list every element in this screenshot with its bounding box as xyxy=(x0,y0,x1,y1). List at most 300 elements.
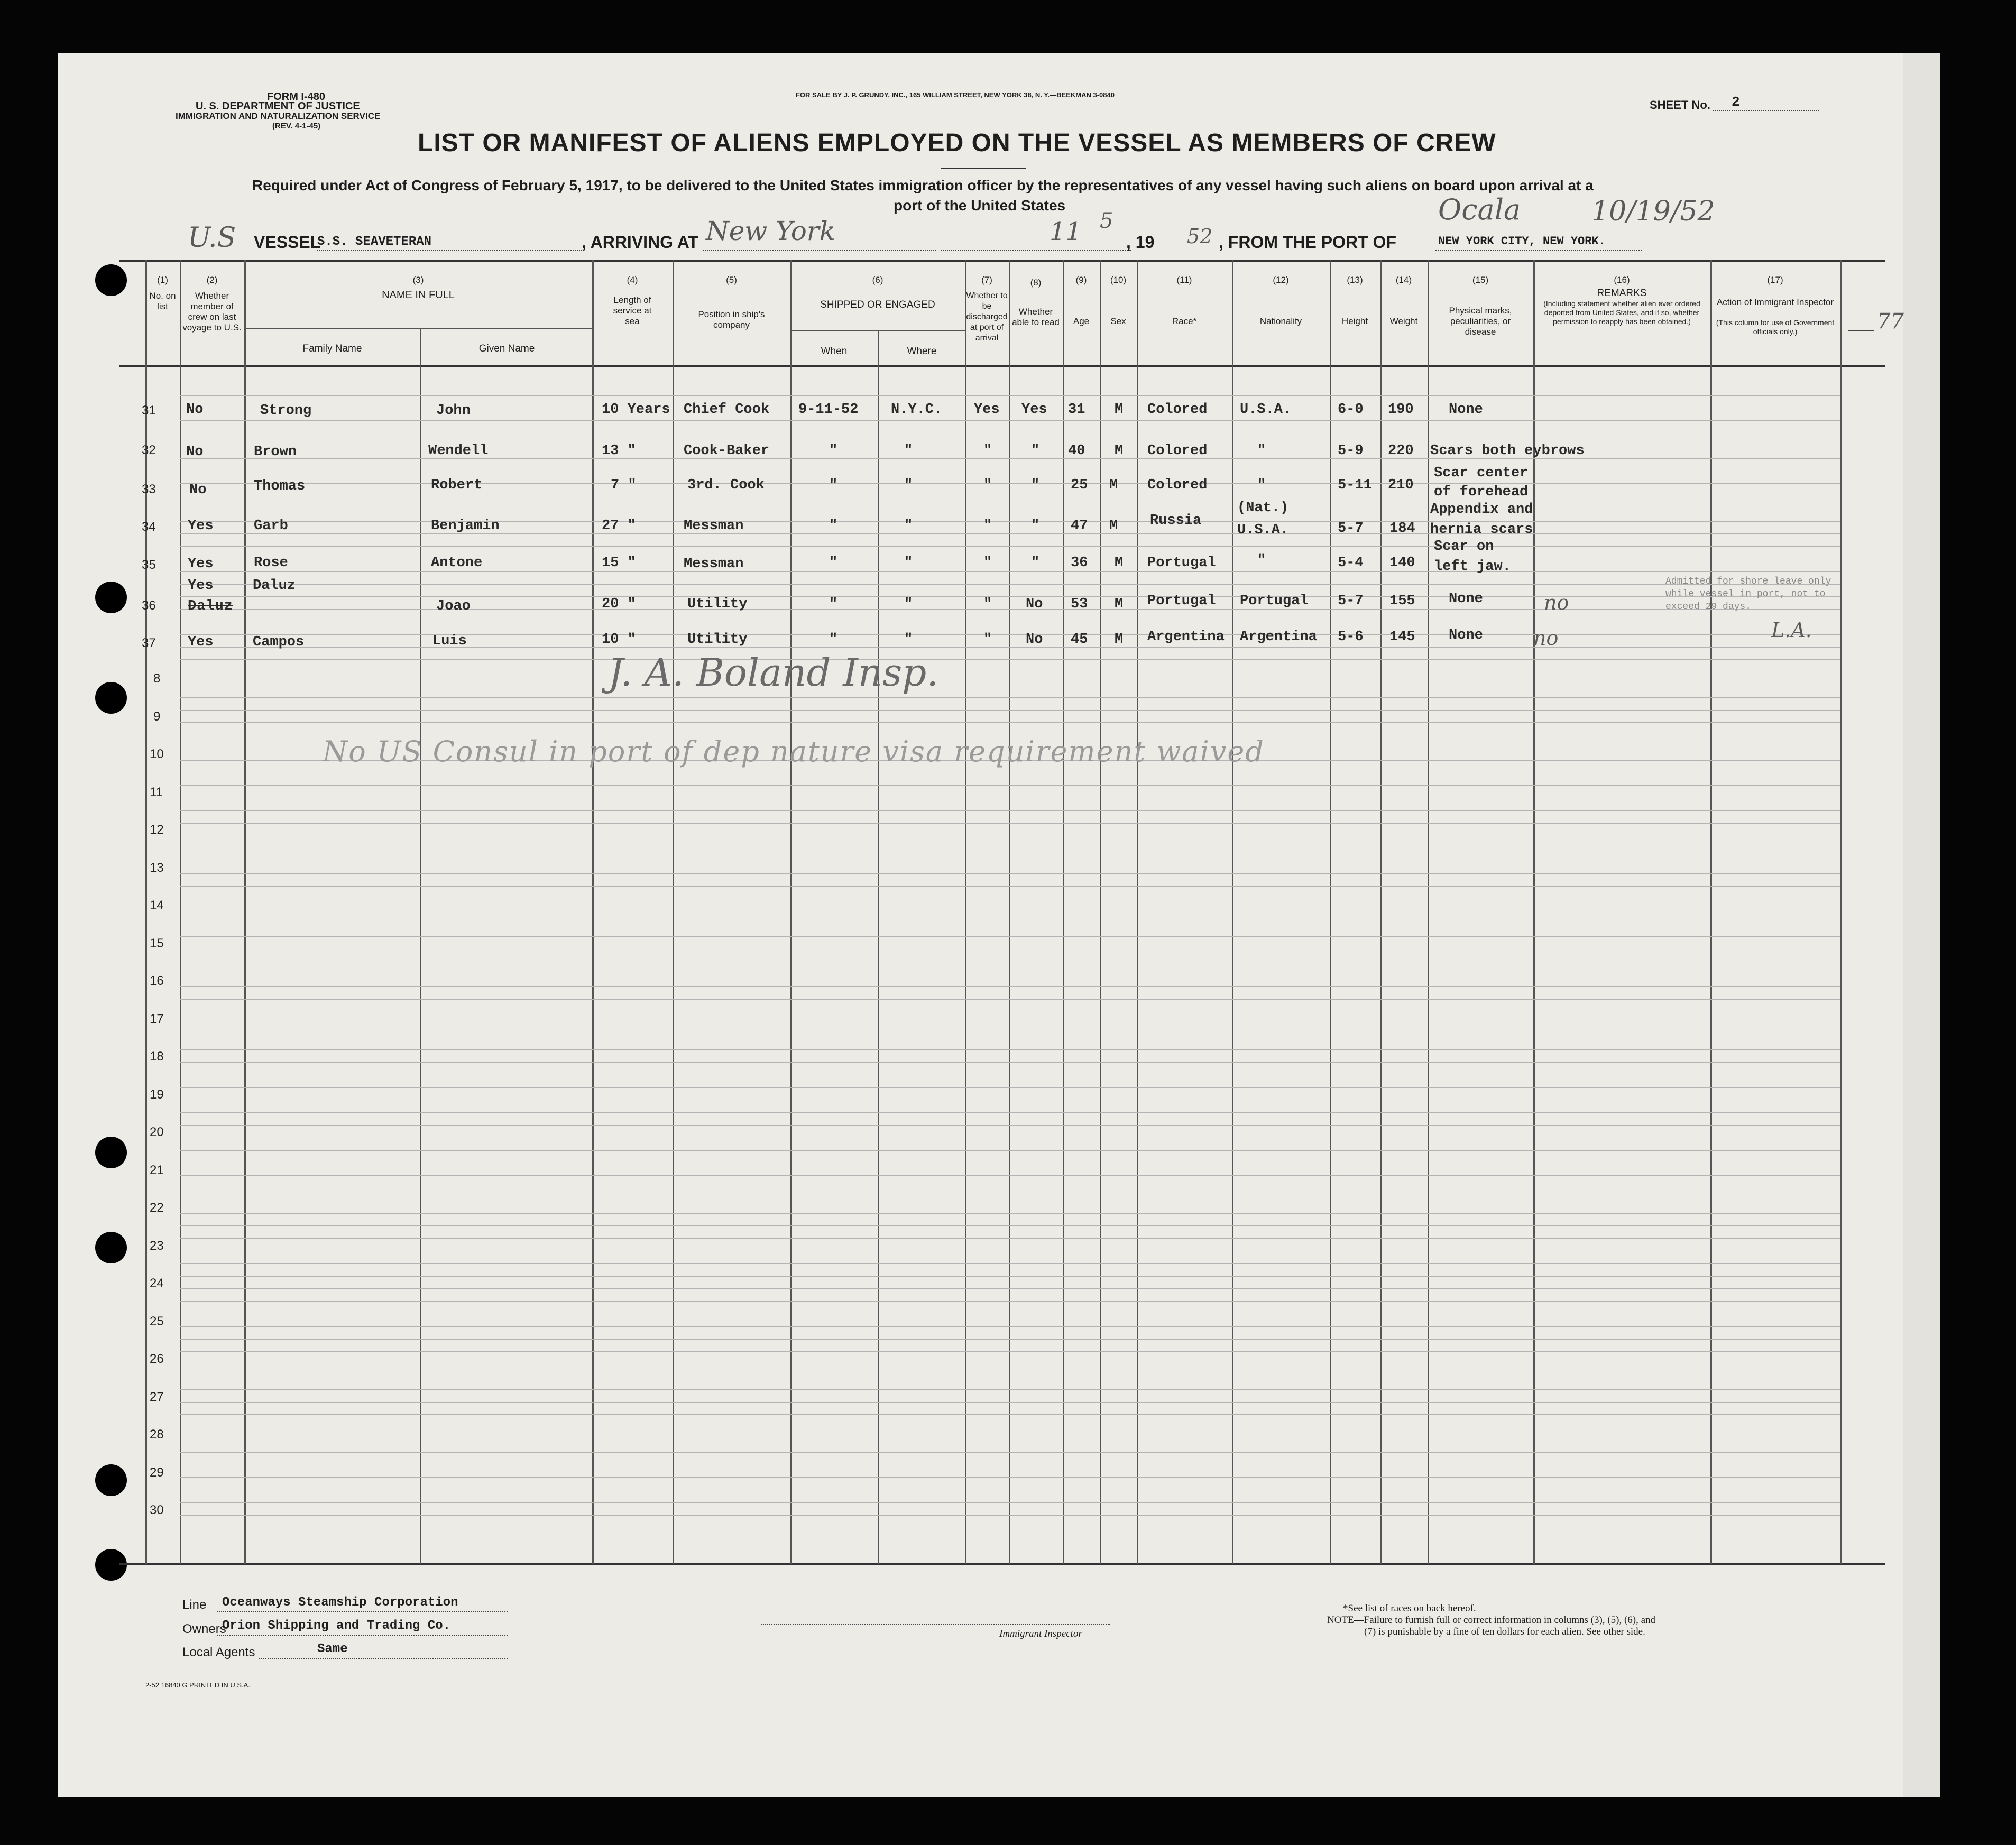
col-4-header: Length of service at sea xyxy=(613,295,652,326)
punch-hole xyxy=(95,1232,127,1263)
col-17-header: Action of Immigrant Inspector xyxy=(1716,297,1834,307)
row-number: 18 xyxy=(150,1049,164,1064)
cell-age: 25 xyxy=(1071,477,1088,493)
cell-read: " xyxy=(1031,443,1040,459)
ruled-line xyxy=(180,1125,1840,1126)
cell-where: " xyxy=(904,555,913,571)
form-number: FORM I-480 xyxy=(267,91,326,103)
ruled-line xyxy=(180,1213,1840,1214)
arriving-line xyxy=(703,250,936,251)
ruled-line xyxy=(180,659,1840,660)
column-divider xyxy=(965,260,966,1564)
cell-weight: 145 xyxy=(1389,629,1415,645)
cell-physical-marks: None xyxy=(1449,591,1483,607)
row-number: 37 xyxy=(142,636,156,650)
col-13-header: Height xyxy=(1341,316,1368,326)
action-initials: L.A. xyxy=(1771,619,1812,642)
cell-when: 9-11-52 xyxy=(798,402,859,418)
col-3-header: NAME IN FULL xyxy=(382,289,455,301)
cell-discharged: " xyxy=(983,518,992,534)
cell-discharged: Yes xyxy=(974,402,1000,418)
ruled-line xyxy=(180,596,1840,597)
cell-discharged: " xyxy=(983,477,992,493)
cell-sex: M xyxy=(1115,443,1124,459)
col-1-header: No. on list xyxy=(149,291,176,311)
col-8-number: (8) xyxy=(1030,278,1042,288)
arriving-label: , ARRIVING AT xyxy=(582,233,699,252)
row-number: 11 xyxy=(150,785,163,799)
cell-read: " xyxy=(1031,518,1040,534)
column-divider xyxy=(1840,260,1842,1564)
ruled-line xyxy=(180,999,1840,1000)
inspector-label: Immigrant Inspector xyxy=(999,1628,1082,1639)
col-14-number: (14) xyxy=(1395,275,1412,285)
cell-when: " xyxy=(829,596,838,612)
ruled-line xyxy=(180,609,1840,610)
row-number: 17 xyxy=(150,1012,164,1026)
cell-last-voyage: Yes xyxy=(188,578,214,594)
column-divider xyxy=(1137,260,1138,1564)
remark-handwritten: no xyxy=(1533,626,1559,650)
ruled-line xyxy=(180,571,1840,572)
ruled-line xyxy=(180,584,1840,585)
ruled-line xyxy=(180,1351,1840,1352)
cell-height: 5-4 xyxy=(1338,555,1364,571)
col-3-number: (3) xyxy=(412,275,424,285)
cell-sex: M xyxy=(1109,518,1118,534)
row-number: 30 xyxy=(150,1503,164,1517)
col-6b-header: Where xyxy=(907,346,937,357)
fine-note-2: (7) is punishable by a fine of ten dollars for each alien. See other side. xyxy=(1364,1626,1645,1637)
col-10-number: (10) xyxy=(1110,275,1127,285)
col-12-number: (12) xyxy=(1273,275,1289,285)
cell-nationality: (Nat.) U.S.A. xyxy=(1237,500,1289,538)
column-divider xyxy=(1009,260,1010,1564)
cell-age: 31 xyxy=(1068,402,1085,418)
us-handwritten-mark: U.S xyxy=(188,222,236,254)
cell-family-name: Strong xyxy=(260,403,312,419)
cell-physical-marks: None xyxy=(1449,628,1483,643)
column-divider xyxy=(180,260,181,1564)
row-number: 26 xyxy=(150,1352,164,1366)
col-7-number: (7) xyxy=(981,275,992,285)
handwritten-date: 10/19/52 xyxy=(1591,196,1715,227)
cell-race: Portugal xyxy=(1147,593,1216,609)
inspector-signature: J. A. Boland Insp. xyxy=(608,650,939,695)
cell-family-name: Garb xyxy=(254,518,288,534)
column-divider xyxy=(1380,260,1382,1564)
row-number: 21 xyxy=(150,1163,164,1177)
row-number: 14 xyxy=(150,898,164,912)
cell-read: " xyxy=(1031,477,1040,493)
ruled-line xyxy=(180,1087,1840,1088)
cell-discharged: " xyxy=(983,443,992,459)
cell-when: " xyxy=(829,518,838,534)
col-4-number: (4) xyxy=(627,275,638,285)
ruled-line xyxy=(180,823,1840,824)
cell-race: Colored xyxy=(1147,477,1208,493)
inspector-signature-line xyxy=(761,1624,1110,1625)
sheet-number-line xyxy=(1713,110,1819,111)
sheet-label: SHEET No. xyxy=(1650,98,1710,112)
ruled-line xyxy=(180,810,1840,811)
col-8-header: Whether able to read xyxy=(1012,307,1060,327)
print-code: 2-52 16840 G PRINTED IN U.S.A. xyxy=(145,1681,250,1689)
ruled-line xyxy=(180,1263,1840,1264)
cell-race: Portugal xyxy=(1147,555,1216,571)
ruled-line xyxy=(180,1402,1840,1403)
col-3b-header: Given Name xyxy=(478,343,535,354)
punch-hole xyxy=(95,582,127,613)
year-suffix: 52 xyxy=(1187,225,1213,248)
agents-value: Same xyxy=(317,1642,348,1656)
row-number: 19 xyxy=(150,1087,164,1102)
cell-age: 36 xyxy=(1071,555,1088,571)
col-5-header: Position in ship's company xyxy=(698,309,765,330)
cell-height: 5-6 xyxy=(1338,629,1364,645)
cell-age: 47 xyxy=(1071,518,1088,534)
row-number: 32 xyxy=(142,443,156,457)
action-stamp: Admitted for shore leave only while vessel in port, not to exceed 29 days. xyxy=(1665,576,1831,612)
department-label: U. S. DEPARTMENT OF JUSTICE xyxy=(196,100,360,112)
header-bottom-border xyxy=(119,365,1885,367)
cell-height: 5-9 xyxy=(1338,443,1364,459)
cell-position: Utility xyxy=(687,596,748,612)
arrival-day: 5 xyxy=(1100,209,1113,233)
cell-position: Chief Cook xyxy=(684,402,770,418)
table-top-border xyxy=(119,260,1885,262)
ruled-line xyxy=(180,1502,1840,1503)
column-divider xyxy=(1100,260,1101,1564)
ruled-line xyxy=(180,1238,1840,1239)
cell-age: 40 xyxy=(1068,443,1085,459)
fine-note-1: NOTE—Failure to furnish full or correct information in columns (3), (5), (6), and xyxy=(1327,1615,1656,1626)
col-7-header: Whether to be discharged at port of arrival xyxy=(966,291,1008,343)
cell-where: " xyxy=(904,632,913,648)
cell-where: N.Y.C. xyxy=(891,402,943,418)
ruled-line xyxy=(180,1452,1840,1453)
cell-given-name: John xyxy=(436,403,471,419)
ruled-line xyxy=(180,722,1840,723)
punch-hole xyxy=(95,682,127,714)
col-3a-header: Family Name xyxy=(302,343,362,354)
row-number: 8 xyxy=(153,671,161,686)
form-title: LIST OR MANIFEST OF ALIENS EMPLOYED ON THE VESSEL AS MEMBERS OF CREW xyxy=(418,129,1496,157)
cell-where: " xyxy=(904,518,913,534)
cell-family-name: Brown xyxy=(254,444,297,460)
margin-number: 77 xyxy=(1877,309,1904,334)
ruled-line xyxy=(180,647,1840,648)
row-number: 25 xyxy=(150,1314,164,1329)
cell-discharged: " xyxy=(983,555,992,571)
column-divider xyxy=(592,260,594,1564)
date-line xyxy=(941,250,1131,251)
column-divider xyxy=(1428,260,1429,1564)
ruled-line xyxy=(180,1326,1840,1327)
cell-sex: M xyxy=(1115,555,1124,571)
col-2-header: Whether member of crew on last voyage to U.S. xyxy=(182,291,242,333)
punch-hole xyxy=(95,1137,127,1168)
agents-label: Local Agents xyxy=(182,1645,255,1659)
cell-last-voyage: Yes xyxy=(188,556,214,572)
row-number: 22 xyxy=(150,1201,164,1215)
cell-last-voyage: Yes xyxy=(188,634,214,650)
row-number: 9 xyxy=(153,709,161,724)
cell-when: " xyxy=(829,477,838,493)
row-number: 15 xyxy=(150,936,164,951)
arrival-month: 11 xyxy=(1050,217,1082,246)
cell-family-name: Daluz xyxy=(188,598,234,614)
ruled-line xyxy=(180,1049,1840,1050)
column-divider xyxy=(1330,260,1331,1564)
cell-family-name: Campos xyxy=(253,634,305,650)
cell-weight: 220 xyxy=(1388,443,1414,459)
printer-note: FOR SALE BY J. P. GRUNDY, INC., 165 WILLIAM STREET, NEW YORK 38, N. Y.—BEEKMAN 3-0840 xyxy=(796,91,1115,99)
ruled-line xyxy=(180,1062,1840,1063)
handwritten-port: Ocala xyxy=(1438,193,1521,226)
year-prefix: , 19 xyxy=(1126,233,1155,252)
cell-last-voyage: Yes xyxy=(188,518,214,534)
cell-race: Russia xyxy=(1150,513,1202,529)
cell-physical-marks: Scar center of forehead xyxy=(1434,465,1529,500)
col-16-subheader: (Including statement whether alien ever ordered deported from United States, and if so, whether permission to reapply has been obtained.) xyxy=(1543,299,1700,326)
ruled-line xyxy=(180,1175,1840,1176)
cell-physical-marks: Appendix and hernia scars xyxy=(1430,502,1533,538)
cell-race: Argentina xyxy=(1147,629,1225,645)
cell-read: Yes xyxy=(1021,402,1047,418)
cell-sex: M xyxy=(1115,596,1124,612)
table-bottom-border xyxy=(119,1563,1885,1565)
ruled-line xyxy=(180,1112,1840,1113)
row-number: 33 xyxy=(142,482,156,496)
cell-weight: 140 xyxy=(1389,555,1415,571)
col-17-number: (17) xyxy=(1767,275,1783,285)
cell-last-voyage: No xyxy=(186,402,204,418)
form-subtitle-2: port of the United States xyxy=(894,197,1066,214)
ruled-line xyxy=(180,546,1840,547)
col-11-number: (11) xyxy=(1176,275,1192,285)
col-6-number: (6) xyxy=(872,275,883,285)
line-label: Line xyxy=(182,1598,207,1612)
cell-physical-marks: Scars both eybrows xyxy=(1430,443,1585,459)
column-divider xyxy=(1063,260,1064,1564)
subheader-line xyxy=(790,330,965,331)
cell-where: " xyxy=(904,596,913,612)
column-divider xyxy=(673,260,674,1564)
cell-nationality: Argentina xyxy=(1240,629,1317,645)
cell-weight: 190 xyxy=(1388,402,1414,418)
col-15-number: (15) xyxy=(1472,275,1489,285)
col-9-header: Age xyxy=(1073,316,1090,326)
races-note: *See list of races on back hereof. xyxy=(1343,1603,1476,1614)
vessel-line xyxy=(317,250,582,251)
ruled-line xyxy=(180,1150,1840,1151)
row-number: 34 xyxy=(142,520,156,534)
ruled-line xyxy=(180,886,1840,887)
col-5-number: (5) xyxy=(726,275,737,285)
cell-nationality: " xyxy=(1257,443,1266,459)
cell-service: 7 " xyxy=(611,477,637,493)
punch-hole xyxy=(95,1464,127,1496)
ruled-line xyxy=(180,1477,1840,1478)
row-number: 31 xyxy=(142,403,156,418)
column-divider xyxy=(878,330,879,1564)
ruled-line xyxy=(180,873,1840,874)
ruled-line xyxy=(180,986,1840,987)
cell-service: 10 Years xyxy=(602,402,670,418)
cell-age: 53 xyxy=(1071,596,1088,612)
cell-nationality: U.S.A. xyxy=(1240,402,1292,418)
cell-family-name: Thomas xyxy=(254,478,306,494)
cell-age: 45 xyxy=(1071,632,1088,648)
subheader-line xyxy=(244,328,592,329)
cell-race: Colored xyxy=(1147,402,1208,418)
cell-service: 15 " xyxy=(602,555,636,571)
row-number: 28 xyxy=(150,1427,164,1442)
cell-sex: M xyxy=(1109,477,1118,493)
service-label: IMMIGRATION AND NATURALIZATION SERVICE xyxy=(176,111,381,121)
column-divider xyxy=(1710,260,1712,1564)
form-subtitle: Required under Act of Congress of February 5, 1917, to be delivered to the United States immigration officer by the representatives of any vessel having such aliens on board upon arrival at a xyxy=(252,177,1594,193)
row-number: 16 xyxy=(150,974,164,988)
row-number: 27 xyxy=(150,1390,164,1404)
col-16-header: REMARKS xyxy=(1597,288,1647,299)
col-6a-header: When xyxy=(821,346,848,357)
ruled-line xyxy=(180,1225,1840,1226)
remark-handwritten: no xyxy=(1544,591,1569,614)
cell-family-name-line2: Daluz xyxy=(253,578,296,594)
consul-note: No US Consul in port of dep nature visa requirement waived xyxy=(323,735,1265,768)
cell-service: 20 " xyxy=(602,596,636,612)
cell-weight: 210 xyxy=(1388,477,1414,493)
ruled-line xyxy=(180,1339,1840,1340)
ruled-line xyxy=(180,533,1840,534)
cell-discharged: " xyxy=(983,632,992,648)
ruled-line xyxy=(180,1515,1840,1516)
ruled-line xyxy=(180,1276,1840,1277)
owners-value: Orion Shipping and Trading Co. xyxy=(222,1619,451,1633)
arriving-at: New York xyxy=(706,216,835,246)
col-1-number: (1) xyxy=(157,275,168,285)
row-number: 36 xyxy=(142,598,156,613)
cell-service: 13 " xyxy=(602,443,636,459)
from-port-line xyxy=(1435,250,1642,251)
ruled-line xyxy=(180,785,1840,786)
row-number: 20 xyxy=(150,1125,164,1139)
col-12-header: Nationality xyxy=(1259,316,1302,326)
cell-given-name: Antone xyxy=(431,555,483,571)
title-underline xyxy=(941,168,1026,169)
cell-physical-marks: Scar on left jaw. xyxy=(1434,539,1511,575)
cell-discharged: " xyxy=(983,596,992,612)
cell-service: 27 " xyxy=(602,518,636,534)
cell-service: 10 " xyxy=(602,632,636,648)
row-number: 35 xyxy=(142,558,156,572)
cell-physical-marks: None xyxy=(1449,402,1483,418)
cell-read: No xyxy=(1026,632,1043,648)
cell-race: Colored xyxy=(1147,443,1208,459)
cell-family-name: Rose xyxy=(254,555,288,571)
cell-height: 5-7 xyxy=(1338,593,1364,609)
column-divider xyxy=(1232,260,1233,1564)
cell-when: " xyxy=(829,555,838,571)
col-14-header: Weight xyxy=(1389,316,1418,326)
sheet-number: 2 xyxy=(1732,94,1740,110)
line-value: Oceanways Steamship Corporation xyxy=(222,1595,458,1610)
agents-underline xyxy=(259,1658,508,1659)
cell-given-name: Luis xyxy=(432,633,467,649)
cell-height: 6-0 xyxy=(1338,402,1364,418)
cell-nationality: " xyxy=(1257,552,1266,568)
page-edge xyxy=(1903,53,1940,1797)
cell-position: 3rd. Cook xyxy=(687,477,765,493)
col-6-header: SHIPPED OR ENGAGED xyxy=(820,299,935,310)
cell-given-name: Wendell xyxy=(428,443,489,459)
cell-position: Utility xyxy=(687,632,748,648)
col-9-number: (9) xyxy=(1075,275,1087,285)
cell-given-name: Benjamin xyxy=(431,518,500,534)
column-divider xyxy=(420,328,421,1564)
from-port: NEW YORK CITY, NEW YORK. xyxy=(1438,235,1606,248)
column-divider xyxy=(244,260,246,1564)
owners-label: Owners xyxy=(182,1622,226,1636)
ruled-line xyxy=(180,936,1840,937)
cell-position: Messman xyxy=(684,518,744,534)
col-13-number: (13) xyxy=(1347,275,1363,285)
owners-underline xyxy=(217,1635,508,1636)
ruled-line xyxy=(180,420,1840,421)
revision-label: (REV. 4-1-45) xyxy=(272,122,321,131)
cell-height: 5-7 xyxy=(1338,521,1364,537)
cell-where: " xyxy=(904,443,913,459)
ruled-line xyxy=(180,1389,1840,1390)
cell-read: No xyxy=(1026,596,1043,612)
cell-weight: 155 xyxy=(1389,593,1415,609)
vessel-label: VESSEL xyxy=(254,233,321,252)
col-2-number: (2) xyxy=(206,275,218,285)
column-divider xyxy=(790,260,792,1564)
ruled-line xyxy=(180,395,1840,396)
ruled-line xyxy=(180,521,1840,522)
ruled-line xyxy=(180,1288,1840,1289)
cell-weight: 184 xyxy=(1389,521,1415,537)
cell-nationality: Portugal xyxy=(1240,593,1309,609)
cell-last-voyage: No xyxy=(189,482,207,498)
row-number: 12 xyxy=(150,823,164,837)
line-underline xyxy=(217,1611,508,1612)
col-15-header: Physical marks, peculiarities, or disease xyxy=(1449,306,1512,337)
cell-position: Messman xyxy=(684,556,744,572)
cell-given-name: Joao xyxy=(436,598,471,614)
cell-when: " xyxy=(829,443,838,459)
cell-given-name: Robert xyxy=(431,477,483,493)
row-number: 23 xyxy=(150,1239,164,1253)
cell-nationality: " xyxy=(1257,477,1266,493)
cell-height: 5-11 xyxy=(1338,477,1372,493)
col-10-header: Sex xyxy=(1110,316,1126,326)
cell-sex: M xyxy=(1115,402,1124,418)
punch-hole xyxy=(95,264,127,296)
row-number: 10 xyxy=(150,747,164,761)
ruled-line xyxy=(180,1301,1840,1302)
ruled-line xyxy=(180,1414,1840,1415)
col-11-header: Race* xyxy=(1172,316,1197,326)
row-number: 29 xyxy=(150,1465,164,1480)
from-port-label: , FROM THE PORT OF xyxy=(1219,233,1396,252)
row-number: 13 xyxy=(150,861,164,875)
col-17-subheader: (This column for use of Government officials only.) xyxy=(1716,318,1835,336)
cell-last-voyage: No xyxy=(186,444,204,460)
